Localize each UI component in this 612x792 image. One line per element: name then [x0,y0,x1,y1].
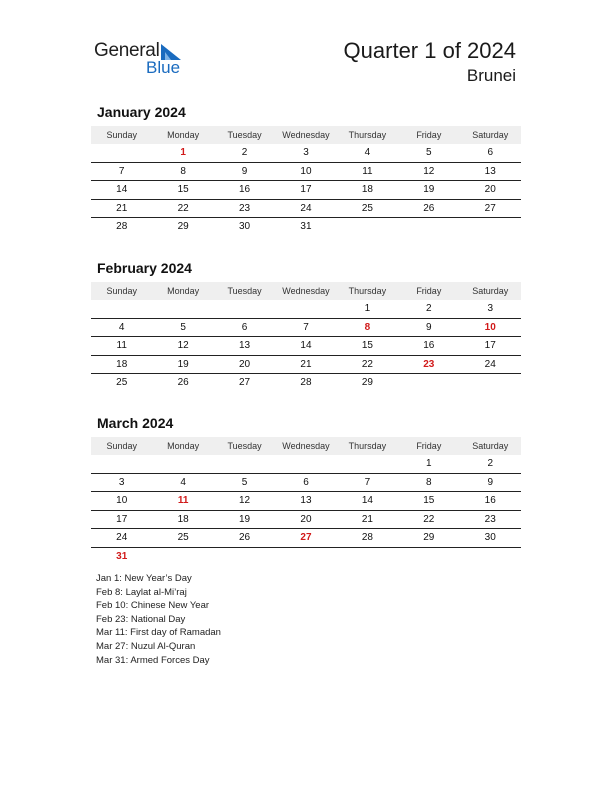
day-cell: 18 [361,184,373,196]
day-cell: 2 [487,458,494,470]
logo [94,40,194,80]
day-cell: 1 [426,458,432,470]
day-cell: 20 [484,184,496,196]
day-cell: 17 [116,513,128,525]
week-row [91,144,521,163]
holiday-item: Mar 11: First day of Ramadan [96,627,221,639]
weekday-header [91,282,521,300]
week-row [91,356,521,375]
week-row [91,492,521,511]
day-cell: 19 [177,358,189,370]
day-cell: 5 [180,321,186,333]
holiday-item: Mar 31: Armed Forces Day [96,654,210,666]
day-cell: 2 [426,303,432,315]
day-cell: 13 [484,165,496,177]
holiday-item: Mar 27: Nuzul Al-Quran [96,640,196,652]
day-cell: 31 [300,221,312,233]
week-row [91,511,521,530]
day-cell: 20 [300,513,312,525]
logo-text-general: General [94,40,160,61]
logo-text-blue: Blue [146,58,181,77]
day-cell: 8 [180,165,186,177]
day-cell: 6 [487,147,494,159]
week-row [91,200,521,219]
day-cell: 25 [116,377,128,389]
day-cell: 5 [426,147,432,159]
day-cell: 16 [423,340,435,352]
day-cell: 18 [177,513,189,525]
day-cell: 14 [361,495,373,507]
day-cell: 10 [116,495,128,507]
day-cell: 19 [423,184,435,196]
day-cell: 12 [423,165,435,177]
weekday-label: Saturday [472,286,509,296]
weekday-label: Friday [416,130,442,140]
day-cell: 26 [238,532,251,544]
day-cell: 25 [361,202,373,214]
day-cell: 28 [116,221,128,233]
month-title: January 2024 [97,104,186,120]
day-cell: 22 [423,513,435,525]
day-cell: 30 [238,221,251,233]
day-cell: 27 [238,377,251,389]
day-cell: 23 [484,513,496,525]
day-cell: 13 [300,495,312,507]
weekday-label: Sunday [106,286,137,296]
day-cell: 11 [116,340,127,352]
weekday-label: Monday [167,286,200,296]
weekday-label: Thursday [348,286,387,296]
week-row [91,455,521,474]
day-cell: 3 [118,476,125,488]
month-january [91,104,521,236]
day-cell: 4 [364,147,371,159]
weekday-label: Thursday [348,130,387,140]
day-cell: 9 [487,476,494,488]
day-cell: 9 [241,165,248,177]
day-cell: 14 [300,340,312,352]
holiday-date: 10 [484,321,496,333]
day-cell: 7 [118,165,125,177]
month-title: March 2024 [97,415,174,431]
day-cell: 24 [116,532,128,544]
week-row [91,529,521,548]
day-cell: 23 [238,202,251,214]
day-cell: 22 [361,358,373,370]
week-row [91,218,521,236]
holiday-item: Feb 10: Chinese New Year [96,600,210,612]
day-cell: 17 [484,340,496,352]
day-cell: 21 [300,358,312,370]
day-cell: 17 [300,184,312,196]
week-row [91,374,521,392]
day-cell: 13 [238,340,251,352]
day-cell: 16 [484,495,496,507]
weekday-label: Monday [167,130,200,140]
day-cell: 9 [426,321,432,333]
day-cell: 15 [361,340,373,352]
weekday-label: Saturday [472,441,509,451]
day-cell: 1 [364,303,371,315]
week-row [91,300,521,319]
holiday-list [96,572,221,667]
holiday-date: 11 [177,495,189,507]
day-cell: 4 [118,321,125,333]
day-cell: 15 [423,495,435,507]
holiday-date: 8 [364,321,371,333]
page-title: Quarter 1 of 2024 [343,38,516,63]
holiday-item: Feb 23: National Day [96,613,186,625]
day-cell: 22 [177,202,189,214]
weekday-label: Tuesday [227,130,262,140]
day-cell: 24 [300,202,312,214]
weekday-label: Sunday [106,441,137,451]
day-cell: 28 [361,532,373,544]
day-cell: 3 [303,147,309,159]
day-cell: 29 [177,221,189,233]
day-cell: 15 [177,184,189,196]
day-cell: 20 [238,358,251,370]
country-name: Brunei [466,66,516,85]
weekday-label: Sunday [106,130,137,140]
day-cell: 21 [116,202,128,214]
day-cell: 7 [303,321,309,333]
weekday-label: Wednesday [282,441,330,451]
weekday-label: Thursday [348,441,387,451]
week-row [91,337,521,356]
day-cell: 10 [300,165,312,177]
day-cell: 18 [116,358,128,370]
day-cell: 25 [177,532,189,544]
holiday-date: 1 [180,147,186,159]
weekday-label: Tuesday [227,286,262,296]
holiday-date: 27 [300,532,312,544]
day-cell: 6 [303,476,309,488]
day-cell: 6 [241,321,248,333]
day-cell: 3 [487,303,494,315]
week-row [91,474,521,493]
week-row [91,181,521,200]
weekday-label: Monday [167,441,200,451]
week-row [91,319,521,338]
day-cell: 7 [364,476,371,488]
week-row [91,163,521,182]
day-cell: 14 [116,184,128,196]
day-cell: 28 [300,377,312,389]
weekday-label: Saturday [472,130,509,140]
day-cell: 26 [423,202,435,214]
day-cell: 5 [241,476,248,488]
month-march [91,415,521,565]
day-cell: 11 [362,165,373,177]
month-title: February 2024 [97,260,192,276]
weekday-header [91,126,521,144]
day-cell: 29 [361,377,373,389]
weekday-label: Tuesday [227,441,262,451]
holiday-item: Feb 8: Laylat al-Mi’raj [96,586,187,598]
holiday-date: 31 [116,550,128,562]
day-cell: 26 [177,377,189,389]
day-cell: 12 [238,495,251,507]
day-cell: 21 [361,513,373,525]
day-cell: 8 [426,476,432,488]
month-february [91,260,521,392]
holiday-date: 23 [423,358,435,370]
weekday-header [91,437,521,455]
holiday-item: Jan 1: New Year’s Day [96,573,192,584]
day-cell: 16 [238,184,251,196]
day-cell: 4 [180,476,186,488]
day-cell: 12 [177,340,189,352]
day-cell: 19 [238,513,251,525]
weekday-label: Wednesday [282,286,330,296]
day-cell: 24 [484,358,496,370]
weekday-label: Friday [416,441,442,451]
weekday-label: Wednesday [282,130,330,140]
day-cell: 30 [484,532,496,544]
day-cell: 29 [423,532,435,544]
day-cell: 27 [484,202,496,214]
week-row [91,548,521,566]
day-cell: 2 [241,147,248,159]
weekday-label: Friday [416,286,442,296]
